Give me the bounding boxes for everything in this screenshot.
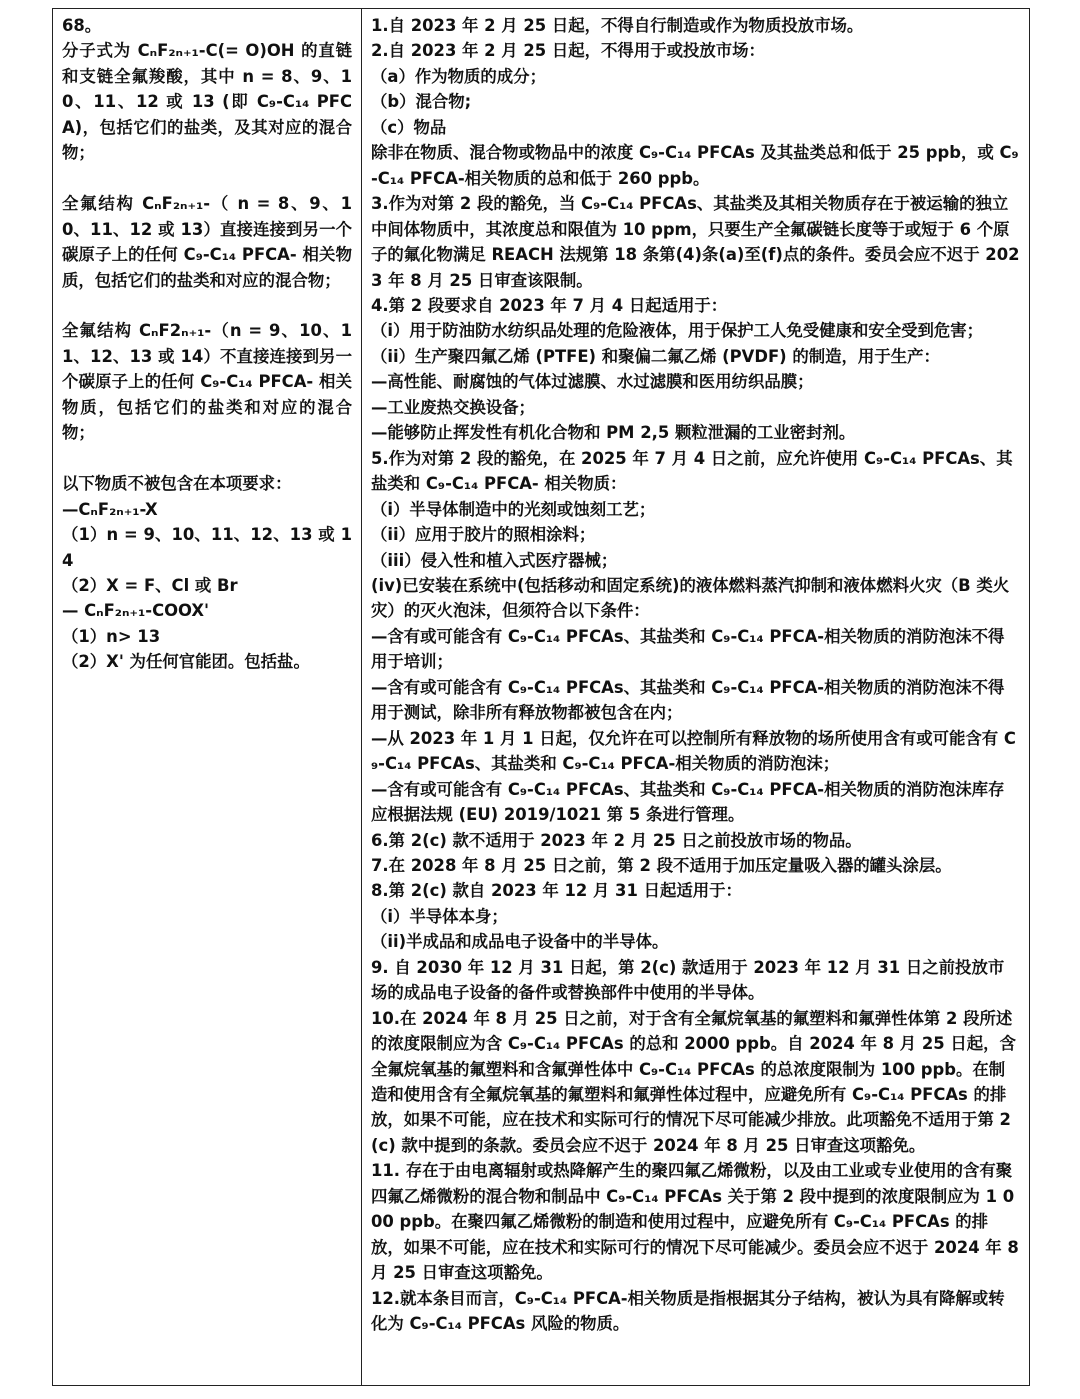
condition-2-c: （c）物品 xyxy=(371,117,447,137)
exclusion-heading: 以下物质不被包含在本项要求： xyxy=(62,474,292,494)
condition-5-iii: （iii）侵入性和植入式医疗器械； xyxy=(371,550,618,570)
exclusion-condition: （1）n = 9、10、11、12、13 或 14 xyxy=(62,525,352,570)
condition-4-ii-dash: —能够防止挥发性有机化合物和 PM 2,5 颗粒泄漏的工业密封剂。 xyxy=(371,423,856,443)
condition-4-ii: （ii）生产聚四氟乙烯 (PTFE) 和聚偏二氟乙烯 (PVDF) 的制造，用于生产： xyxy=(371,346,940,366)
entry-number: 68。 xyxy=(62,16,102,35)
exclusion-condition: （2）X' 为任何官能团。包括盐。 xyxy=(62,652,310,672)
substance-definition-3: 全氟结构 CₙF2ₙ₊₁-（n = 9、10、11、12、13 或 14）不直接连接到另一个碳原子上的任何 C₉-C₁₄ PFCA- 相关物质，包括它们的盐类和对应的混合物； xyxy=(62,321,352,443)
condition-4-i: （i）用于防油防水纺织品处理的危险液体，用于保护工人免受健康和安全受到危害； xyxy=(371,321,984,341)
condition-9: 9. 自 2030 年 12 月 31 日起，第 2(c) 款适用于 2023 年 12 月 31 日之前投放市场的成品电子设备的备件或替换部件中使用的半导体。 xyxy=(371,957,1005,1003)
condition-1: 1.自 2023 年 2 月 25 日起，不得自行制造或作为物质投放市场。 xyxy=(371,16,864,35)
condition-2-b: （b）混合物; xyxy=(371,92,472,112)
condition-4: 4.第 2 段要求自 2023 年 7 月 4 日起适用于： xyxy=(371,295,728,315)
exclusion-formula-1: —CₙF₂ₙ₊₁-X xyxy=(62,499,158,519)
exclusion-condition: （1）n> 13 xyxy=(62,626,161,646)
condition-8: 8.第 2(c) 款自 2023 年 12 月 31 日起适用于： xyxy=(371,881,742,901)
blank-line xyxy=(62,446,352,471)
regulation-table xyxy=(52,8,1030,1386)
condition-6: 6.第 2(c) 款不适用于 2023 年 2 月 25 日之前投放市场的物品。 xyxy=(371,830,862,850)
exclusion-condition: （2）X = F、Cl 或 Br xyxy=(62,575,238,595)
blank-line xyxy=(62,166,352,191)
condition-10: 10.在 2024 年 8 月 25 日之前，对于含有全氟烷氧基的氟塑料和氟弹性体第 2 段所述的浓度限制应为含 C₉-C₁₄ PFCAs 的总和 2000 ppb。自 2024 年 8 月 25 日起，含全氟烷氧基的氟塑料和含氟弹性体中 C₉-C₁₄ PFCAs 的总浓度限制为 100 ppb。在制造和使用含有全氟烷氧基的氟塑料和氟弹性体过程中，应避免所有 C₉-C₁₄ PFCAs 的排放，如果不可能，应在技术和实际可行的情况下尽可能减少排放。此项豁免不适用于第 2(c) 款中提到的条款。委员会应不迟于 2024 年 8 月 25 日审查这项豁免。 xyxy=(371,1008,1016,1155)
condition-3: 3.作为对第 2 段的豁免，当 C₉-C₁₄ PFCAs、其盐类及其相关物质存在于被运输的独立中间体物质中，其浓度总和限值为 10 ppm，只要生产全氟碳链长度等于或短于 6 个原子的氟化物满足 REACH 法规第 18 条第(4)条(a)至(f)点的条件。委员会应不迟于 2023 年 8 月 25 日审查该限制。 xyxy=(371,194,1020,290)
condition-7: 7.在 2028 年 8 月 25 日之前，第 2 段不适用于加压定量吸入器的罐头涂层。 xyxy=(371,855,952,875)
condition-2-a: （a）作为物质的成分； xyxy=(371,66,546,86)
condition-8-i: （i）半导体本身； xyxy=(371,906,508,926)
condition-2: 2.自 2023 年 2 月 25 日起，不得用于或投放市场： xyxy=(371,41,765,61)
table-row xyxy=(53,9,1030,1386)
condition-5-ii: （ii）应用于胶片的照相涂料； xyxy=(371,525,596,545)
substance-definition-1: 分子式为 CₙF₂ₙ₊₁-C(= O)OH 的直链和支链全氟羧酸，其中 n = 8、9、10、11、12 或 13 (即 C₉-C₁₄ PFCA)，包括它们的盐类，及其对应的混合物； xyxy=(62,41,352,163)
blank-line xyxy=(62,293,352,318)
condition-5-iv: (iv)已安装在系统中(包括移动和固定系统)的液体燃料蒸汽抑制和液体燃料火灾（B 类火灾）的灭火泡沫，但须符合以下条件： xyxy=(371,575,1010,621)
restriction-conditions-cell xyxy=(362,9,1030,1386)
condition-5: 5.作为对第 2 段的豁免，在 2025 年 7 月 4 日之前，应允许使用 C₉-C₁₄ PFCAs、其盐类和 C₉-C₁₄ PFCA- 相关物质： xyxy=(371,448,1013,494)
exclusion-formula-2: — CₙF₂ₙ₊₁-COOX' xyxy=(62,601,210,621)
substance-definition-2: 全氟结构 CₙF₂ₙ₊₁-（ n = 8、9、10、11、12 或 13）直接连接到另一个碳原子上的任何 C₉-C₁₄ PFCA- 相关物质，包括它们的盐类和对应的混合物； xyxy=(62,194,352,290)
condition-4-ii-dash: —工业废热交换设备； xyxy=(371,397,535,417)
condition-5-iv-dash: —含有或可能含有 C₉-C₁₄ PFCAs、其盐类和 C₉-C₁₄ PFCA-相关物质的消防泡沫不得用于培训； xyxy=(371,626,1005,672)
condition-12: 12.就本条目而言，C₉-C₁₄ PFCA-相关物质是指根据其分子结构，被认为具有降解或转化为 C₉-C₁₄ PFCAs 风险的物质。 xyxy=(371,1288,1005,1334)
condition-5-iv-dash: —含有或可能含有 C₉-C₁₄ PFCAs、其盐类和 C₉-C₁₄ PFCA-相关物质的消防泡沫库存应根据法规 (EU) 2019/1021 第 5 条进行管理。 xyxy=(371,779,1005,825)
condition-5-iv-dash: —含有或可能含有 C₉-C₁₄ PFCAs、其盐类和 C₉-C₁₄ PFCA-相关物质的消防泡沫不得用于测试，除非所有释放物都被包含在内； xyxy=(371,677,1005,723)
condition-2-limit: 除非在物质、混合物或物品中的浓度 C₉-C₁₄ PFCAs 及其盐类总和低于 25 ppb，或 C₉-C₁₄ PFCA-相关物质的总和低于 260 ppb。 xyxy=(371,143,1019,188)
condition-5-iv-dash: —从 2023 年 1 月 1 日起，仅允许在可以控制所有释放物的场所使用含有或可能含有 C₉-C₁₄ PFCAs、其盐类和 C₉-C₁₄ PFCA-相关物质的消防泡沫； xyxy=(371,728,1016,774)
condition-8-ii: （ii)半成品和成品电子设备中的半导体。 xyxy=(371,932,669,952)
condition-4-ii-dash: —高性能、耐腐蚀的气体过滤膜、水过滤膜和医用纺织品膜； xyxy=(371,372,814,392)
condition-11: 11. 存在于由电离辐射或热降解产生的聚四氟乙烯微粉，以及由工业或专业使用的含有聚四氟乙烯微粉的混合物和制品中 C₉-C₁₄ PFCAs 关于第 2 段中提到的浓度限制应为 1 000 ppb。在聚四氟乙烯微粉的制造和使用过程中，应避免所有 C₉-C₁₄ PFCAs 的排放，如果不可能，应在技术和实际可行的情况下尽可能减少。委员会应不迟于 2024 年 8 月 25 日审查这项豁免。 xyxy=(371,1161,1025,1283)
condition-5-i: （i）半导体制造中的光刻或蚀刻工艺； xyxy=(371,499,656,519)
substance-description-cell xyxy=(53,9,362,1386)
